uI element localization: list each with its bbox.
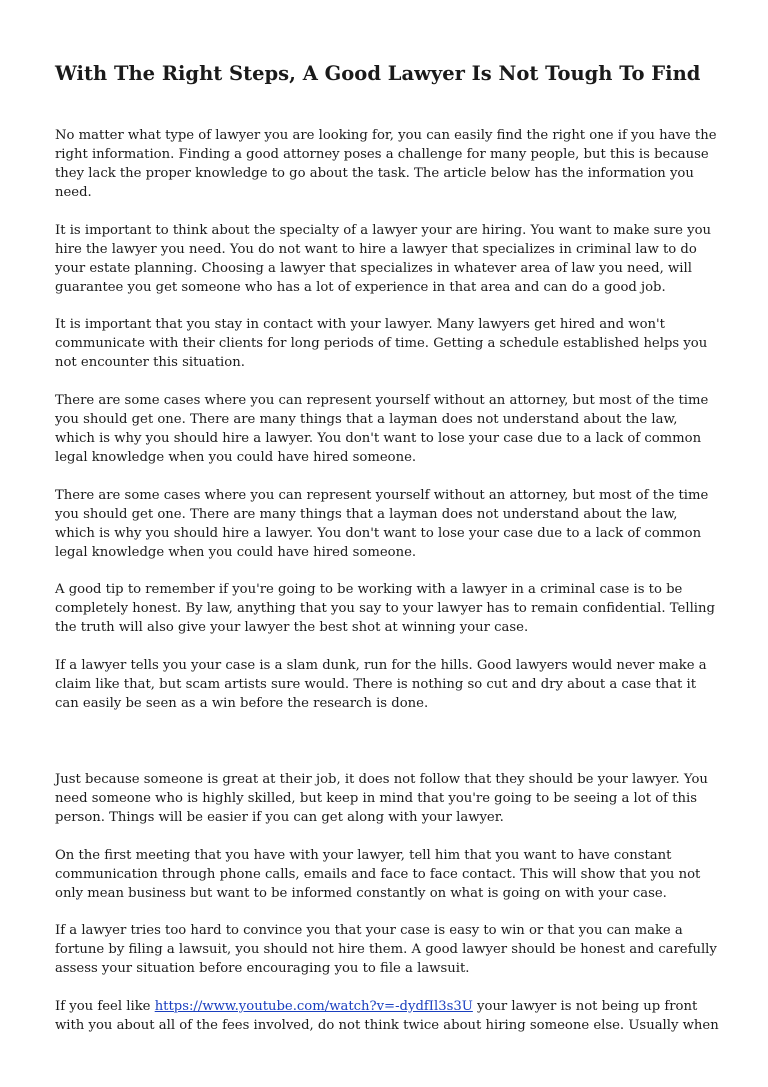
blank-gap: [55, 732, 719, 770]
paragraph-represent-yourself: There are some cases where you can represent yourself without an attorney, but most of the time you should get one. There are many things that a layman does not understand about the law, which is why you should hire a lawyer. You don't want to lose your case due to a lack of common legal knowledge when you could have hired someone.: [55, 393, 709, 466]
paragraph-slam-dunk: If a lawyer tells you your case is a slam dunk, run for the hills. Good lawyers would never make a claim like that, but scam artists sure would. There is nothing so cut and dry about a case that it can easily be seen as a win before the research is done.: [55, 658, 707, 712]
paragraph-convince: If a lawyer tries too hard to convince you that your case is easy to win or that you can make a fortune by filing a lawsuit, you should not hire them. A good lawyer should be honest and carefully assess your situation before encouraging you to file a lawsuit.: [55, 923, 717, 977]
document-title: With The Right Steps, A Good Lawyer Is Not Tough To Find: [55, 62, 701, 85]
paragraph-first-meeting: On the first meeting that you have with your lawyer, tell him that you want to have constant communication through phone calls, emails and face to face contact. This will show that you not only mean business but want to be informed constantly on what is going on with your case.: [55, 847, 701, 901]
paragraph-get-along: Just because someone is great at their job, it does not follow that they should be your lawyer. You need someone who is highly skilled, but keep in mind that you're going to be seeing a lot of this person. Things will be easier if you can get along with your lawyer.: [55, 771, 708, 825]
paragraph-fees: [55, 997, 719, 1035]
fees-text-before-link: If you feel like: [55, 998, 155, 1014]
paragraph-intro: No matter what type of lawyer you are looking for, you can easily find the right one if you have the right information. Finding a good attorney poses a challenge for many people, but this is because they lack the proper knowledge to go about the task. The article below has the information you need.: [55, 128, 717, 200]
youtube-link[interactable]: https://www.youtube.com/watch?v=-dydfIl3s3U: [154, 998, 473, 1014]
document-page: [55, 60, 719, 1054]
paragraph-honesty: A good tip to remember if you're going to be working with a lawyer in a criminal case is to be completely honest. By law, anything that you say to your lawyer has to remain confidential. Telling the truth will also give your lawyer the best shot at winning your case.: [55, 582, 715, 636]
fees-text-after-link: your lawyer is not being up front with you about all of the fees involved, do not think twice about hiring someone else. Usually when: [55, 998, 719, 1033]
paragraph-represent-yourself-repeat: There are some cases where you can represent yourself without an attorney, but most of the time you should get one. There are many things that a layman does not understand about the law, which is why you should hire a lawyer. You don't want to lose your case due to a lack of common legal knowledge when you could have hired someone.: [55, 487, 709, 560]
paragraph-specialty: It is important to think about the specialty of a lawyer your are hiring. You want to make sure you hire the lawyer you need. You do not want to hire a lawyer that specializes in criminal law to do your estate planning. Choosing a lawyer that specializes in whatever area of law you need, will guarantee you get someone who has a lot of experience in that area and can do a good job.: [55, 222, 712, 295]
paragraph-contact: It is important that you stay in contact with your lawyer. Many lawyers get hired and won't communicate with their clients for long periods of time. Getting a schedule established helps you not encounter this situation.: [55, 317, 708, 371]
